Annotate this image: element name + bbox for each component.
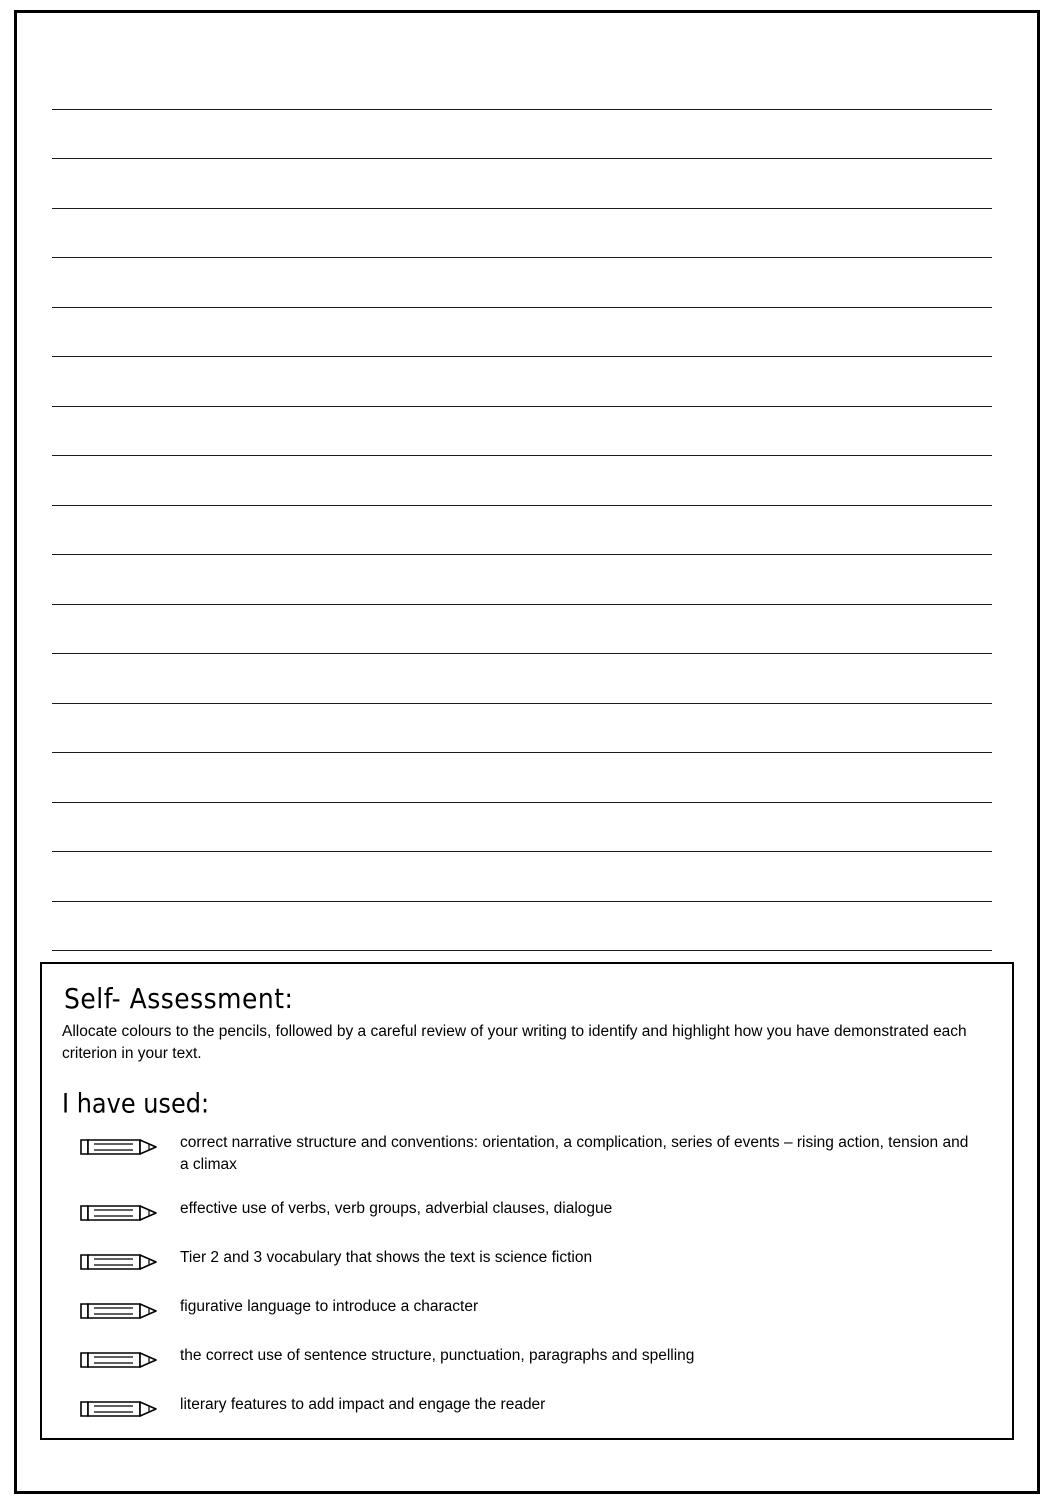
writing-line[interactable]	[52, 605, 992, 655]
writing-line[interactable]	[52, 803, 992, 853]
pencil-icon-graphic	[78, 1200, 170, 1226]
writing-line[interactable]	[52, 110, 992, 160]
criterion-label: figurative language to introduce a character	[180, 1297, 479, 1315]
list-item[interactable]	[60, 1132, 994, 1177]
list-item[interactable]	[60, 1394, 994, 1422]
criterion-label: correct narrative structure and conventions: orientation, a complication, series of events – rising action, tension and a climax	[180, 1133, 969, 1174]
writing-line[interactable]	[52, 456, 992, 506]
writing-line[interactable]	[52, 704, 992, 754]
pencil-icon[interactable]	[60, 1198, 180, 1226]
pencil-icon-graphic	[78, 1249, 170, 1275]
writing-line[interactable]	[52, 308, 992, 358]
writing-line[interactable]	[52, 852, 992, 902]
writing-line[interactable]	[52, 654, 992, 704]
i-have-used-heading: I have used:	[62, 1087, 210, 1120]
pencil-icon-graphic	[78, 1134, 170, 1160]
self-assessment-instructions: Allocate colours to the pencils, followed by a careful review of your writing to identify and highlight how you have demonstrated each criterion in your text.	[62, 1023, 967, 1063]
list-item[interactable]	[60, 1198, 994, 1226]
list-item[interactable]	[60, 1296, 994, 1324]
pencil-icon[interactable]	[60, 1247, 180, 1275]
writing-line[interactable]	[52, 60, 992, 110]
criterion-label: literary features to add impact and engage the reader	[180, 1395, 546, 1413]
pencil-icon[interactable]	[60, 1132, 180, 1160]
writing-line[interactable]	[52, 902, 992, 952]
writing-line[interactable]	[52, 555, 992, 605]
writing-line[interactable]	[52, 159, 992, 209]
pencil-icon[interactable]	[60, 1296, 180, 1324]
pencil-icon-graphic	[78, 1347, 170, 1373]
writing-line[interactable]	[52, 209, 992, 259]
pencil-icon[interactable]	[60, 1345, 180, 1373]
criterion-label: Tier 2 and 3 vocabulary that shows the text is science fiction	[180, 1248, 593, 1266]
writing-line[interactable]	[52, 258, 992, 308]
pencil-icon-graphic	[78, 1298, 170, 1324]
writing-line[interactable]	[52, 753, 992, 803]
self-assessment-panel	[40, 962, 1014, 1440]
list-item[interactable]	[60, 1247, 994, 1275]
pencil-icon[interactable]	[60, 1394, 180, 1422]
writing-line[interactable]	[52, 506, 992, 556]
criterion-label: effective use of verbs, verb groups, adverbial clauses, dialogue	[180, 1199, 613, 1217]
criteria-list	[60, 1132, 994, 1422]
criterion-label: the correct use of sentence structure, punctuation, paragraphs and spelling	[180, 1346, 695, 1364]
lined-writing-area[interactable]	[52, 60, 992, 935]
list-item[interactable]	[60, 1345, 994, 1373]
pencil-icon-graphic	[78, 1396, 170, 1422]
writing-line[interactable]	[52, 357, 992, 407]
writing-line[interactable]	[52, 407, 992, 457]
self-assessment-title: Self- Assessment:	[64, 982, 294, 1015]
